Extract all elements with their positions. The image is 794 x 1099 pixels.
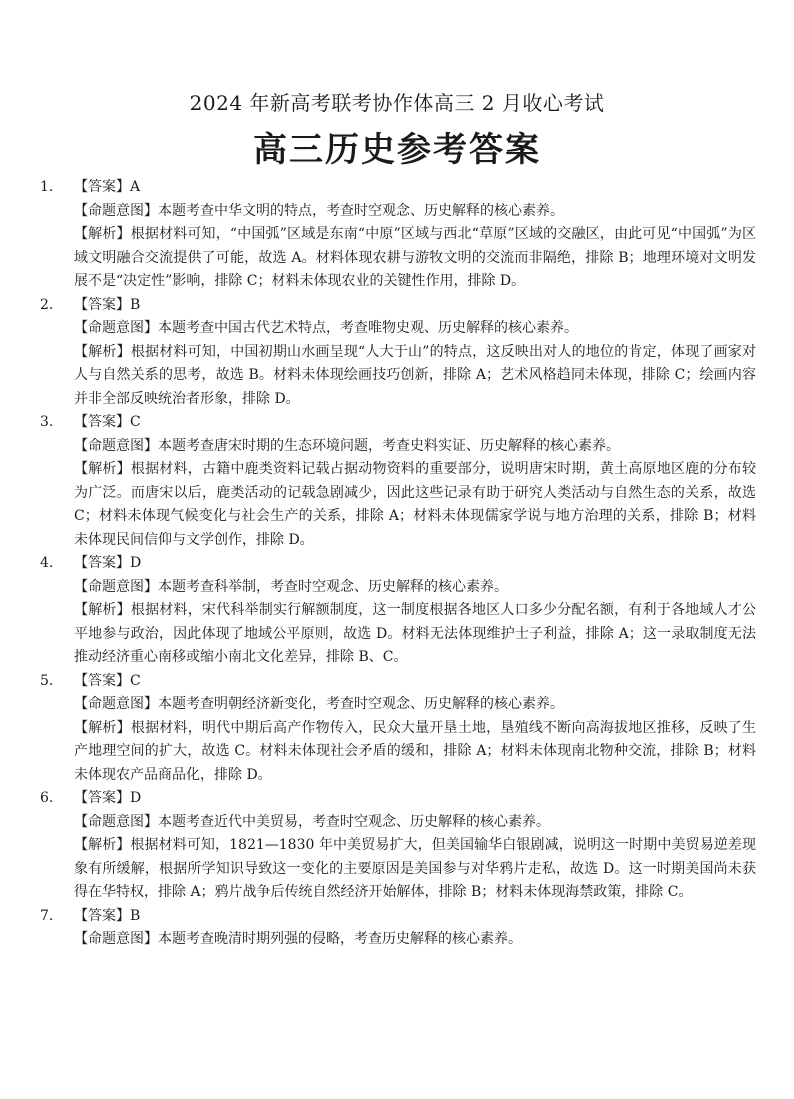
answer-label: 【答案】 <box>74 907 130 924</box>
analysis-line <box>74 458 756 552</box>
answer-line <box>74 294 756 318</box>
analysis-text: 根据材料可知，中国初期山水画呈现“人大于山”的特点，这反映出对人的地位的肯定，体现了画家对人与自然关系的思考，故选 B。材料未体现绘画技巧创新，排除 A；艺术风格趋同未体现，排除 C；绘画内容并非全部反映统治者形象，排除 D。 <box>74 343 757 407</box>
analysis-text: 根据材料，宋代科举制实行解额制度，这一制度根据各地区人口多少分配名额，有利于各地域人才公平地参与政治，因此体现了地域公平原则，故选 D。材料无法体现维护士子利益，排除 A；这一录取制度无法推动经济重心南移或缩小南北文化差异，排除 B、C。 <box>74 602 757 665</box>
answer-list <box>40 176 756 952</box>
question-number: 2. <box>40 296 54 313</box>
question-number: 3. <box>40 414 54 430</box>
answer-text: D <box>130 790 142 806</box>
analysis-label: 【解析】 <box>74 226 131 242</box>
answer-item <box>40 294 756 412</box>
intent-line <box>74 693 756 717</box>
analysis-line <box>74 341 756 412</box>
answer-label: 【答案】 <box>74 296 130 313</box>
answer-line <box>74 670 756 694</box>
answer-text: D <box>130 555 142 571</box>
analysis-line <box>74 834 756 905</box>
intent-label: 【命题意图】 <box>74 931 158 947</box>
intent-text: 本题考查明朝经济新变化，考查时空观念、历史解释的核心素养。 <box>158 696 564 712</box>
answer-item <box>40 411 756 552</box>
analysis-label: 【解析】 <box>74 461 131 477</box>
intent-label: 【命题意图】 <box>74 202 158 219</box>
answer-text: B <box>130 907 141 924</box>
intent-label: 【命题意图】 <box>74 813 158 830</box>
intent-text: 本题考查中国古代艺术特点，考查唯物史观、历史解释的核心素养。 <box>158 320 578 336</box>
intent-text: 本题考查晚清时期列强的侵略，考查历史解释的核心素养。 <box>158 931 522 947</box>
analysis-label: 【解析】 <box>74 602 131 618</box>
answer-item <box>40 552 756 670</box>
intent-line <box>74 435 756 459</box>
answer-line <box>74 411 756 435</box>
question-number: 5. <box>40 672 54 689</box>
answer-item <box>40 176 756 294</box>
answer-line <box>74 176 756 200</box>
intent-line <box>74 576 756 600</box>
analysis-line <box>74 599 756 670</box>
answer-line <box>74 787 756 811</box>
answer-item <box>40 670 756 788</box>
intent-label: 【命题意图】 <box>74 437 158 454</box>
intent-line <box>74 200 756 224</box>
question-number: 1. <box>40 179 54 195</box>
analysis-label: 【解析】 <box>74 719 131 736</box>
intent-text: 本题考查中华文明的特点，考查时空观念、历史解释的核心素养。 <box>158 202 564 219</box>
question-number: 7. <box>40 907 54 924</box>
answer-text: C <box>130 414 141 430</box>
analysis-text: 根据材料，明代中期后高产作物传入，民众大量开垦土地，垦殖线不断向高海拔地区推移，反映了生产地理空间的扩大，故选 C。材料未体现社会矛盾的缓和，排除 A；材料未体现南北物种交流，排除 B；材料未体现农产品商品化，排除 D。 <box>74 719 757 783</box>
intent-label: 【命题意图】 <box>74 320 158 336</box>
answer-text: A <box>130 179 141 195</box>
answer-item <box>40 787 756 905</box>
answer-line <box>74 905 756 929</box>
analysis-line <box>74 223 756 294</box>
analysis-line <box>74 717 756 788</box>
intent-text: 本题考查科举制，考查时空观念、历史解释的核心素养。 <box>158 578 508 595</box>
intent-line <box>74 317 756 341</box>
question-number: 6. <box>40 790 54 806</box>
answer-label: 【答案】 <box>74 414 130 430</box>
answer-label: 【答案】 <box>74 672 130 689</box>
answer-label: 【答案】 <box>74 179 130 195</box>
answer-label: 【答案】 <box>74 790 130 806</box>
intent-line <box>74 928 756 952</box>
analysis-label: 【解析】 <box>74 837 131 853</box>
intent-label: 【命题意图】 <box>74 578 158 595</box>
page-title: 高三历史参考答案 <box>253 130 541 170</box>
answer-text: B <box>130 296 141 313</box>
exam-subtitle: 2024 年新高考联考协作体高三 2 月收心考试 <box>189 91 605 115</box>
intent-line <box>74 811 756 835</box>
analysis-text: 根据材料，古籍中鹿类资料记载占据动物资料的重要部分，说明唐宋时期，黄土高原地区鹿的分布较为广泛。而唐宋以后，鹿类活动的记载急剧减少，因此这些记录有助于研究人类活动与自然生态的关系，故选 C；材料未体现气候变化与社会生产的关系，排除 A；材料未体现儒家学说与地方治理的关系，排除 B；材料未体现民间信仰与文学创作，排除 D。 <box>74 461 757 548</box>
analysis-text: 根据材料可知，“中国弧”区域是东南“中原”区域与西北“草原”区域的交融区，由此可见“中国弧”为区域文明融合交流提供了可能，故选 A。材料体现农耕与游牧文明的交流而非隔绝，排除 B；地理环境对文明发展不是“决定性”影响，排除 C；材料未体现农业的关键性作用，排除 D。 <box>74 226 756 289</box>
answer-text: C <box>130 672 141 689</box>
intent-text: 本题考查唐宋时期的生态环境问题，考查史料实证、历史解释的核心素养。 <box>158 437 620 454</box>
intent-text: 本题考查近代中美贸易，考查时空观念、历史解释的核心素养。 <box>158 813 550 830</box>
analysis-text: 根据材料可知，1821—1830 年中美贸易扩大，但美国输华白银剧减，说明这一时期中美贸易逆差现象有所缓解，根据所学知识导致这一变化的主要原因是美国参与对华鸦片走私，故选 D。这一时期美国尚未获得在华特权，排除 A；鸦片战争后传统自然经济开始解体，排除 B；材料未体现海禁政策，排除 C。 <box>74 837 757 900</box>
answer-item <box>40 905 756 952</box>
answer-line <box>74 552 756 576</box>
analysis-label: 【解析】 <box>74 343 131 360</box>
answer-label: 【答案】 <box>74 555 130 571</box>
question-number: 4. <box>40 555 54 571</box>
intent-label: 【命题意图】 <box>74 696 158 712</box>
